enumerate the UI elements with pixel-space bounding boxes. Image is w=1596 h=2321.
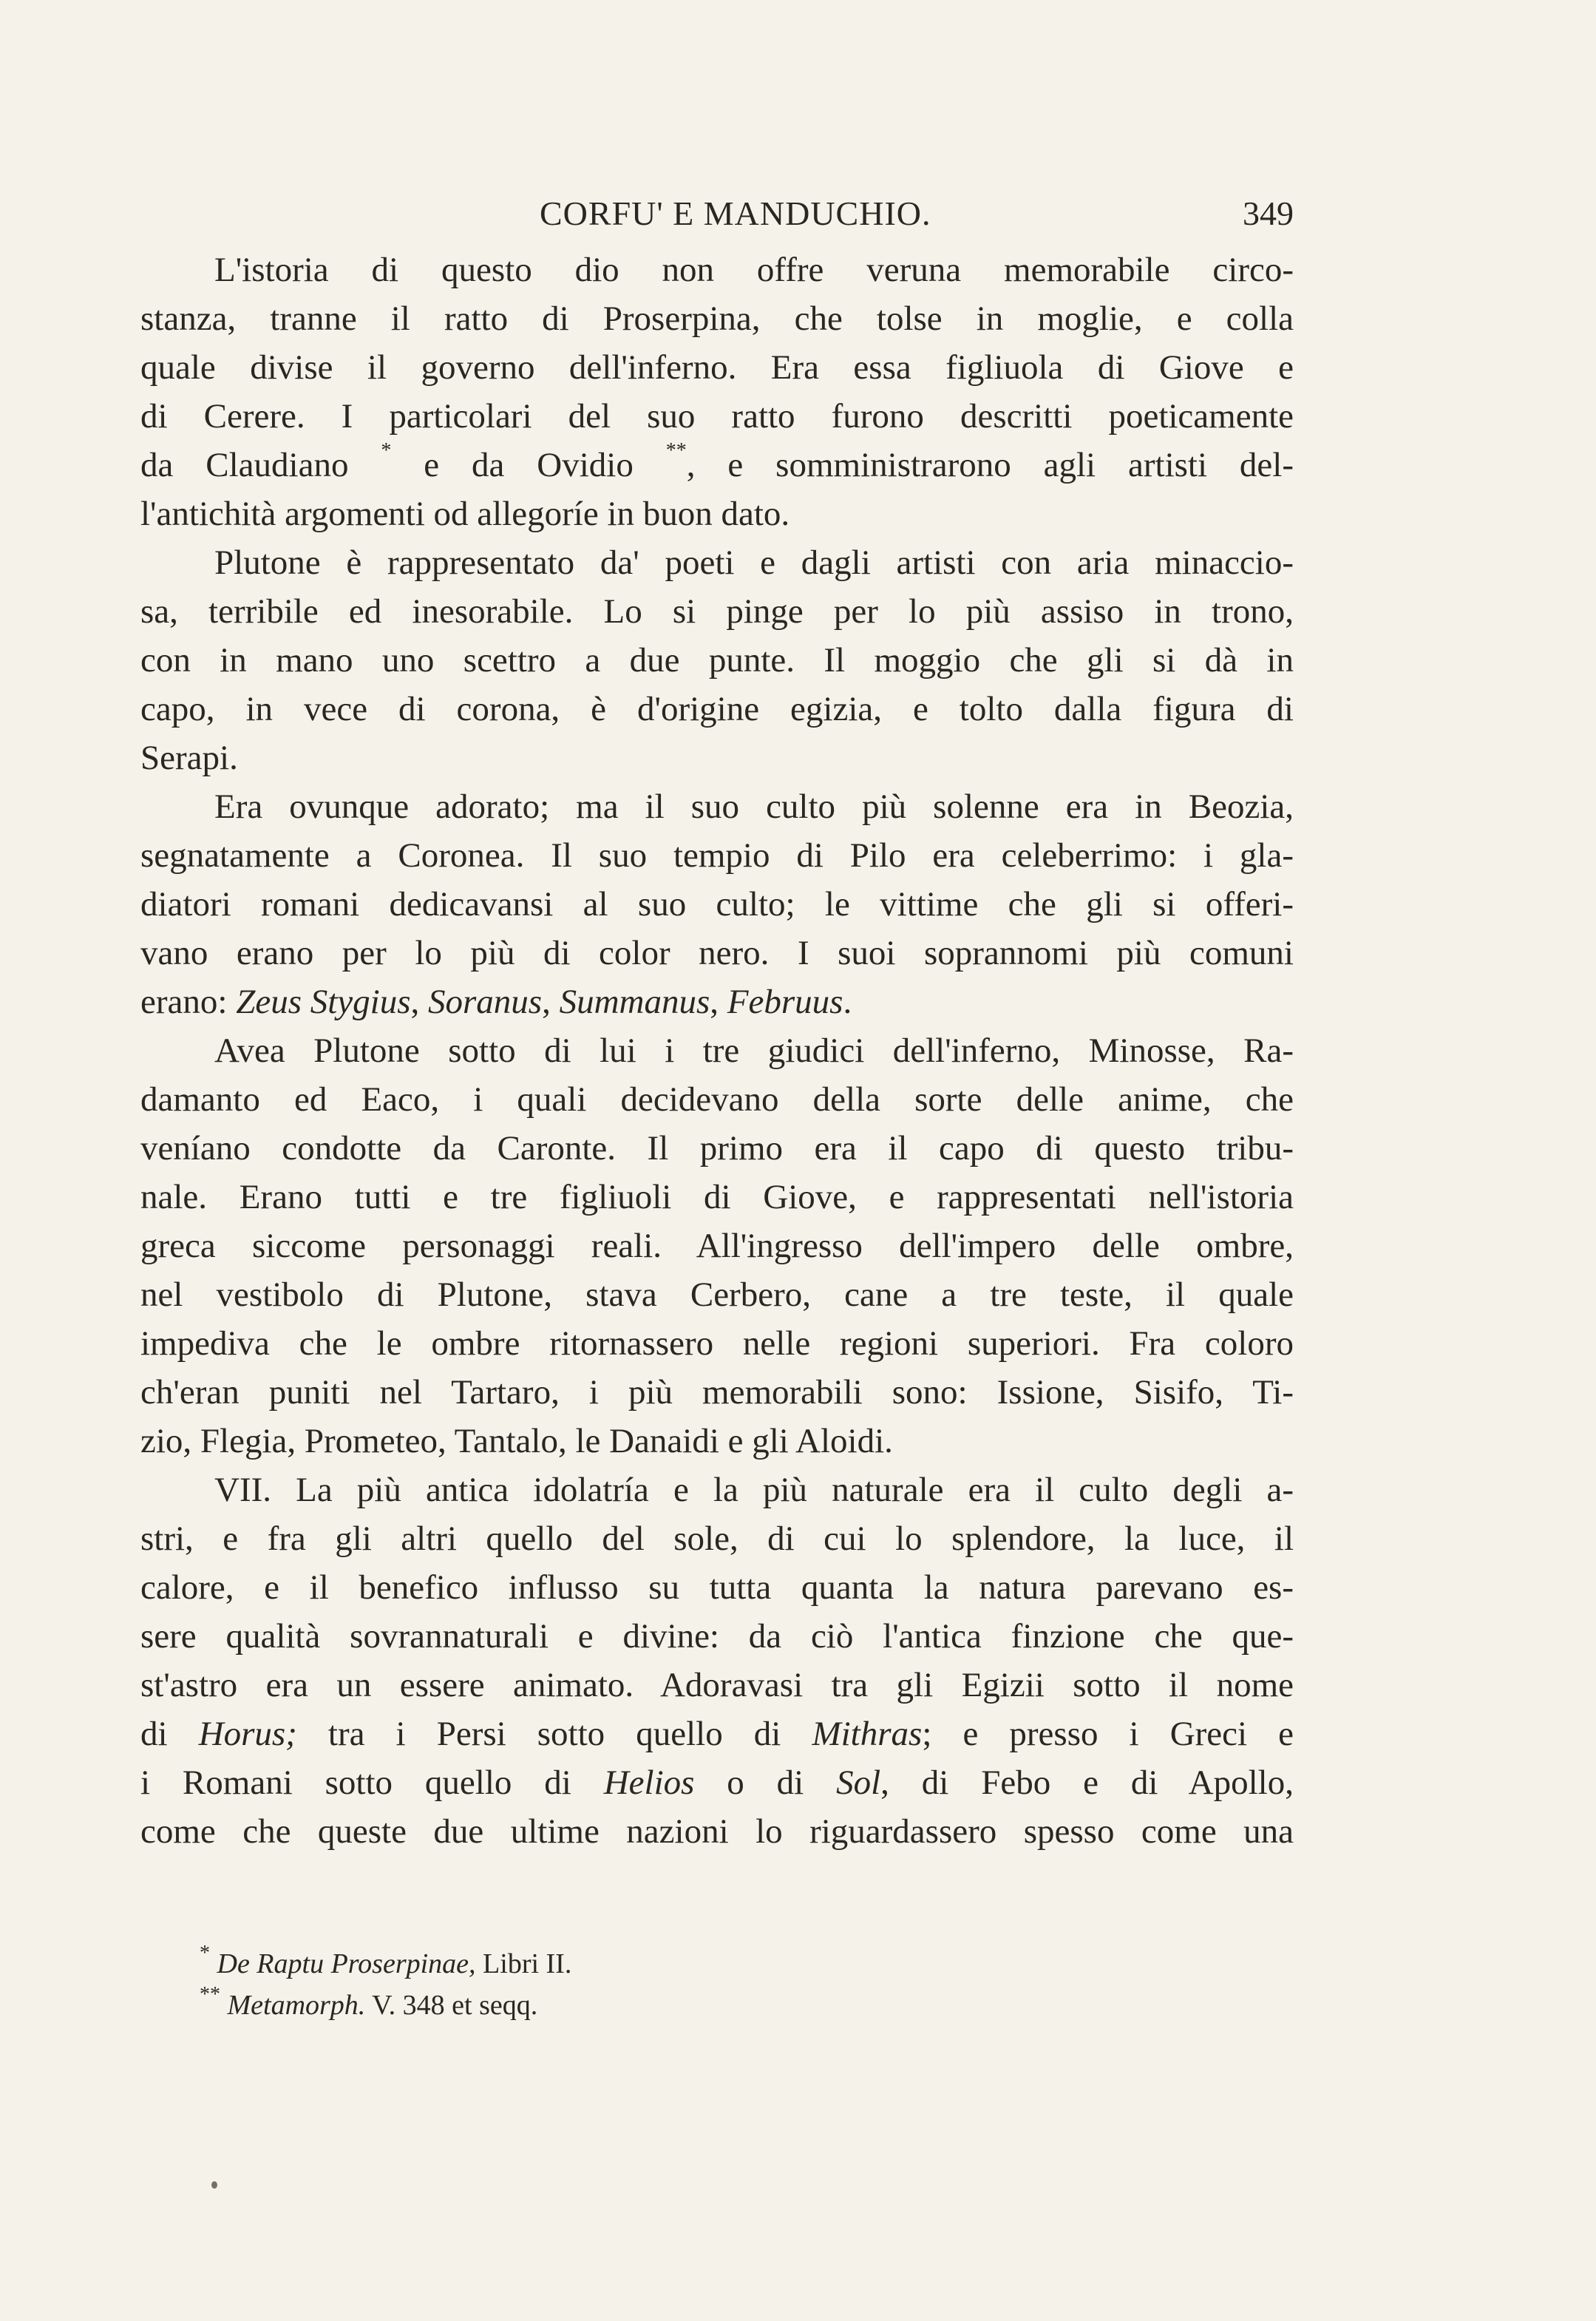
- text-line: Era ovunque adorato; ma il suo culto più solenne era in Beozia,: [214, 787, 1294, 826]
- footnote-ref: **: [665, 441, 687, 462]
- text-segment: da Claudiano: [140, 446, 349, 484]
- text-line: greca siccome personaggi reali. All'ingresso dell'impero delle ombre,: [140, 1227, 1294, 1265]
- page-header: [140, 194, 1294, 245]
- text-line: capo, in vece di corona, è d'origine egizia, e tolto dalla figura di: [140, 690, 1294, 728]
- text-line: stri, e fra gli altri quello del sole, di cui lo splendore, la luce, il: [140, 1519, 1294, 1558]
- text-segment: ; e presso i Greci e: [922, 1715, 1294, 1753]
- text-line: calore, e il benefico influsso su tutta quanta la natura parevano es-: [140, 1568, 1294, 1607]
- text-segment: e da Ovidio: [424, 446, 634, 484]
- text-line: [140, 1710, 1294, 1758]
- italic-term: Zeus Stygius: [236, 983, 411, 1021]
- footnote: [200, 1985, 1161, 2026]
- footnote-title: De Raptu Proserpinae,: [217, 1948, 476, 1979]
- text-line: sa, terribile ed inesorabile. Lo si pinge per lo più assiso in trono,: [140, 592, 1294, 631]
- text-line: quale divise il governo dell'inferno. Era essa figliuola di Giove e: [140, 348, 1294, 387]
- text-line: Plutone è rappresentato da' poeti e dagli artisti con aria minaccio-: [214, 543, 1294, 582]
- italic-term: Mithras: [812, 1715, 923, 1753]
- italic-term: Februus: [727, 983, 843, 1021]
- text-line: [140, 441, 1294, 489]
- text-line: stanza, tranne il ratto di Proserpina, che tolse in moglie, e colla: [140, 299, 1294, 338]
- italic-term: Sol: [836, 1763, 881, 1802]
- text-line: Avea Plutone sotto di lui i tre giudici dell'inferno, Minosse, Ra-: [214, 1031, 1294, 1070]
- text-line: di Cerere. I particolari del suo ratto furono descritti poeticamente: [140, 397, 1294, 436]
- footnote-text: V. 348 et seqq.: [372, 1990, 538, 2021]
- text-line: vano erano per lo più di color nero. I suoi soprannomi più comuni: [140, 934, 1294, 972]
- text-line: Serapi.: [140, 739, 238, 777]
- footnote: [200, 1943, 1161, 1985]
- text-segment: , di Febo e di Apollo,: [880, 1763, 1294, 1802]
- text-line: erano: Zeus Stygius, Soranus, Summanus, Februus.: [140, 983, 852, 1021]
- text-line: damanto ed Eaco, i quali decidevano della sorte delle anime, che: [140, 1080, 1294, 1119]
- text-line: sere qualità sovrannaturali e divine: da ciò l'antica finzione che que-: [140, 1617, 1294, 1656]
- text-segment: tra i Persi sotto quello di: [327, 1715, 781, 1753]
- text-line: segnatamente a Coronea. Il suo tempio di Pilo era celeberrimo: i gla-: [140, 836, 1294, 875]
- text-line: L'istoria di questo dio non offre veruna memorabile circo-: [214, 251, 1294, 289]
- text-line: [140, 1758, 1294, 1807]
- text-line: come che queste due ultime nazioni lo riguardassero spesso come una: [140, 1812, 1294, 1851]
- footnote-mark: *: [200, 1942, 210, 1965]
- italic-term: Horus;: [198, 1715, 297, 1753]
- footnote-mark: **: [200, 1983, 220, 2006]
- text-line: veníano condotte da Caronte. Il primo era il capo di questo tribu-: [140, 1129, 1294, 1168]
- text-line: st'astro era un essere animato. Adoravasi tra gli Egizii sotto il nome: [140, 1666, 1294, 1704]
- text-segment: erano:: [140, 983, 228, 1021]
- text-segment: o di: [727, 1763, 804, 1802]
- footnote-text: Libri II.: [483, 1948, 572, 1979]
- body-text: [140, 245, 1294, 1856]
- running-title: CORFU' E MANDUCHIO.: [540, 194, 931, 232]
- page-number: 349: [1243, 194, 1294, 232]
- footnotes: [200, 1943, 1161, 2026]
- text-line: nale. Erano tutti e tre figliuoli di Giove, e rappresentati nell'istoria: [140, 1178, 1294, 1216]
- text-line: ch'eran puniti nel Tartaro, i più memorabili sono: Issione, Sisifo, Ti-: [140, 1373, 1294, 1412]
- italic-term: Helios: [603, 1763, 695, 1802]
- text-segment: , e somministrarono agli artisti del-: [686, 446, 1294, 484]
- text-line: zio, Flegia, Prometeo, Tantalo, le Danaidi e gli Aloidi.: [140, 1422, 893, 1460]
- text-line: impediva che le ombre ritornassero nelle regioni superiori. Fra coloro: [140, 1324, 1294, 1363]
- text-line: con in mano uno scettro a due punte. Il moggio che gli si dà in: [140, 641, 1294, 680]
- text-line: VII. La più antica idolatría e la più naturale era il culto degli a-: [214, 1471, 1294, 1509]
- footnote-ref: *: [381, 441, 392, 462]
- italic-term: Soranus: [428, 983, 543, 1021]
- footnote-title: Metamorph.: [227, 1990, 366, 2021]
- text-line: nel vestibolo di Plutone, stava Cerbero, cane a tre teste, il quale: [140, 1275, 1294, 1314]
- text-line: diatori romani dedicavansi al suo culto; le vittime che gli si offeri-: [140, 885, 1294, 924]
- text-line: l'antichità argomenti od allegoríe in buon dato.: [140, 495, 790, 533]
- italic-term: Summanus: [559, 983, 710, 1021]
- text-segment: di: [140, 1715, 168, 1753]
- ink-speck: [211, 2181, 217, 2189]
- text-segment: i Romani sotto quello di: [140, 1763, 571, 1802]
